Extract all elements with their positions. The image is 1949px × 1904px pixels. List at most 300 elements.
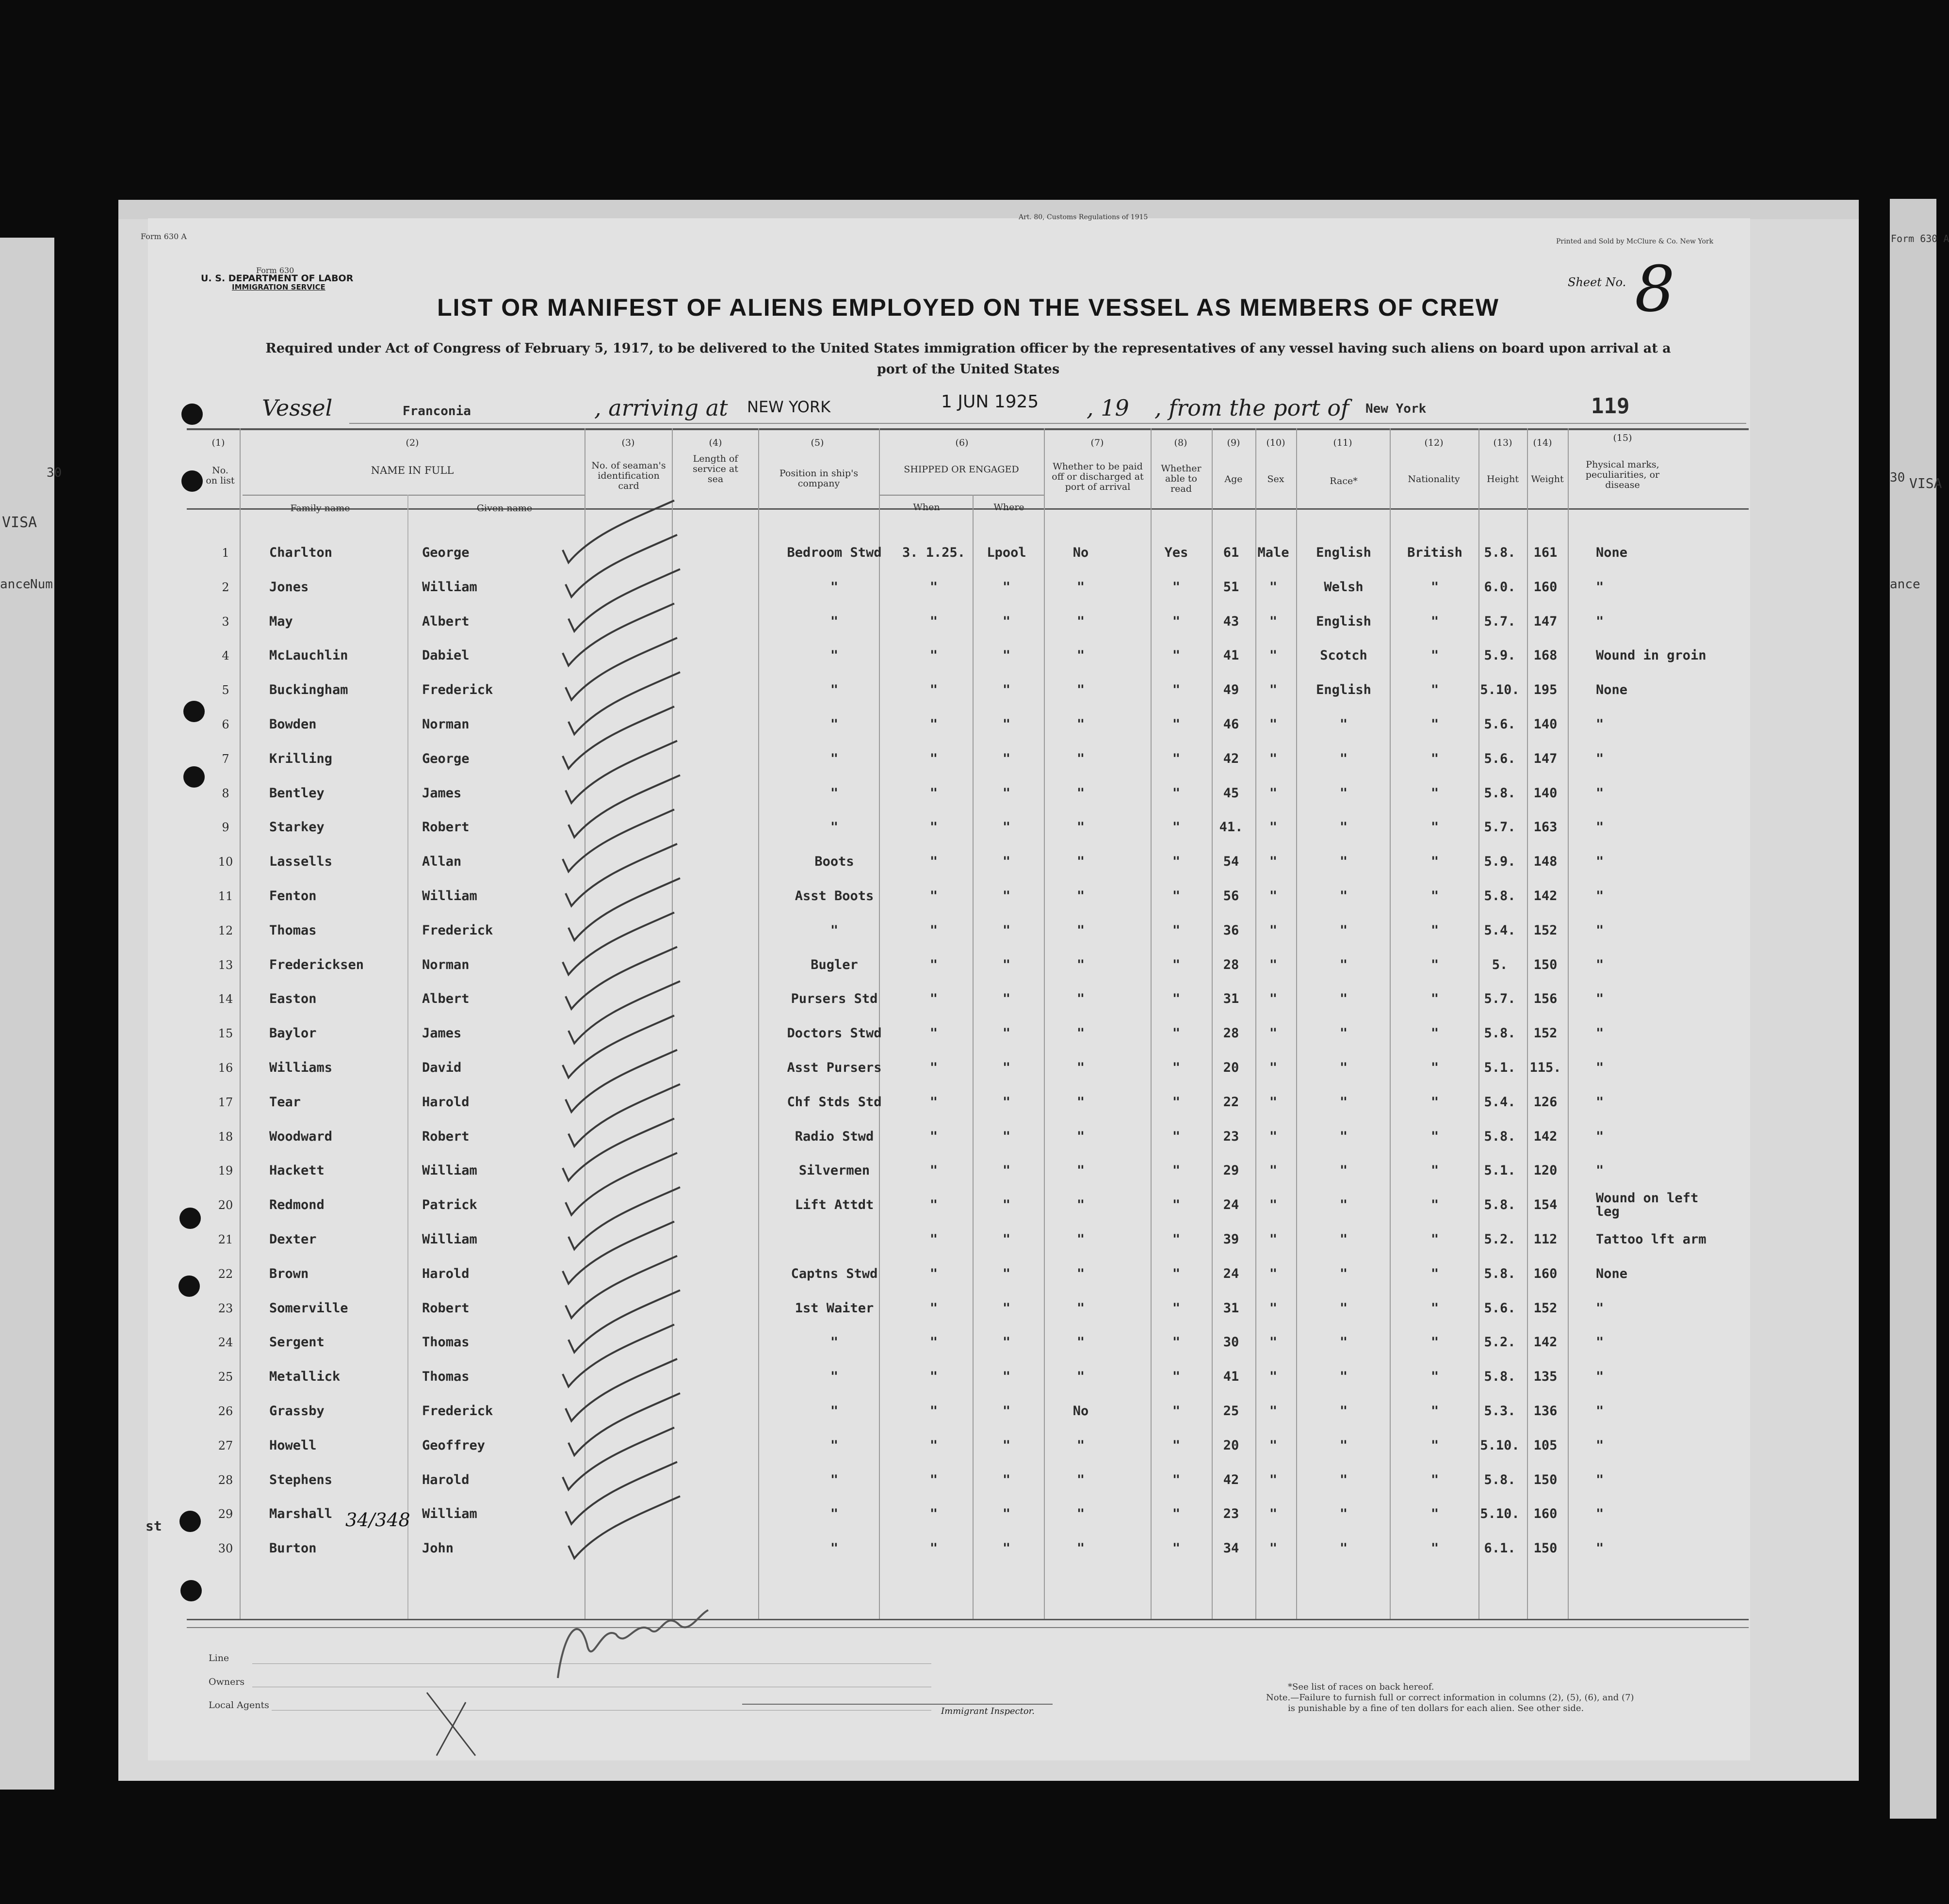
age-cell: 41: [1223, 648, 1239, 663]
physical-marks-cell: ": [1596, 1506, 1604, 1521]
height-cell: 5.6.: [1484, 717, 1516, 732]
shipped-where-cell: ": [1002, 1472, 1011, 1487]
race-cell: ": [1339, 991, 1348, 1006]
weight-cell: 160: [1533, 1266, 1558, 1281]
height-cell: 5.10.: [1480, 682, 1520, 697]
race-cell: ": [1339, 1541, 1348, 1556]
printer-label: Printed and Sold by McClure & Co. New York: [1556, 238, 1714, 245]
height-cell: 5.8.: [1484, 1266, 1516, 1281]
able-to-read-cell: ": [1172, 682, 1181, 697]
shipped-when-cell: ": [929, 682, 938, 697]
sex-cell: ": [1269, 1129, 1278, 1144]
col3-number: (3): [621, 437, 635, 448]
height-cell: 5.8.: [1484, 888, 1516, 904]
height-cell: 5.7.: [1484, 614, 1516, 629]
row-number: 28: [218, 1473, 233, 1487]
height-cell: 5.4.: [1484, 1095, 1516, 1110]
age-cell: 42: [1223, 751, 1239, 766]
family-name-cell: Williams: [269, 1060, 333, 1075]
shipped-when-cell: ": [929, 580, 938, 595]
paid-off-cell: No: [1072, 1404, 1089, 1419]
family-name-cell: Starkey: [269, 820, 325, 835]
sex-cell: ": [1269, 1301, 1278, 1316]
nationality-cell: British: [1407, 545, 1462, 560]
age-cell: 42: [1223, 1472, 1239, 1487]
position-cell: Captns Stwd: [791, 1266, 878, 1281]
shipped-when-cell: 3. 1.25.: [902, 545, 966, 560]
height-cell: 5.4.: [1484, 923, 1516, 938]
weight-cell: 105: [1533, 1438, 1558, 1453]
position-cell: ": [830, 614, 839, 629]
height-cell: 5.9.: [1484, 854, 1516, 869]
paid-off-cell: ": [1076, 854, 1085, 869]
given-name-cell: William: [422, 888, 477, 904]
able-to-read-cell: ": [1172, 957, 1181, 972]
age-cell: 22: [1223, 1095, 1239, 1110]
physical-marks-cell: Wound on left leg: [1596, 1191, 1699, 1219]
age-cell: 46: [1223, 717, 1239, 732]
nationality-cell: ": [1430, 1026, 1439, 1041]
race-cell: English: [1316, 682, 1371, 697]
able-to-read-cell: ": [1172, 888, 1181, 904]
shipped-where-cell: ": [1002, 1129, 1011, 1144]
physical-marks-cell: ": [1596, 786, 1604, 801]
shipped-where-cell: ": [1002, 820, 1011, 835]
paid-off-cell: ": [1076, 1506, 1085, 1521]
position-cell: ": [830, 786, 839, 801]
physical-marks-cell: ": [1596, 1163, 1604, 1178]
shipped-where-cell: ": [1002, 1438, 1011, 1453]
race-cell: ": [1339, 1129, 1348, 1144]
paid-off-cell: ": [1076, 614, 1085, 629]
row-number: 4: [222, 649, 229, 662]
shipped-when-cell: ": [929, 614, 938, 629]
paid-off-cell: ": [1076, 888, 1085, 904]
nationality-cell: ": [1430, 991, 1439, 1006]
race-cell: ": [1339, 1060, 1348, 1075]
col7-header: Whether to be paid off or discharged at port of arrival: [1052, 461, 1144, 492]
given-name-cell: Norman: [422, 957, 470, 972]
row-number: 6: [222, 718, 229, 731]
inspector-label: Immigrant Inspector.: [941, 1706, 1035, 1716]
height-cell: 5.: [1492, 957, 1508, 972]
shipped-when-cell: ": [929, 1301, 938, 1316]
shipped-where-cell: ": [1002, 854, 1011, 869]
shipped-where-cell: ": [1002, 1301, 1011, 1316]
height-cell: 5.8.: [1484, 1026, 1516, 1041]
shipped-where-cell: ": [1002, 1335, 1011, 1350]
age-cell: 20: [1223, 1438, 1239, 1453]
col2-family-header: Family name: [290, 503, 350, 514]
physical-marks-cell: ": [1596, 820, 1604, 835]
col6-header: SHIPPED OR ENGAGED: [904, 464, 1019, 475]
given-name-cell: Frederick: [422, 923, 493, 938]
paid-off-cell: ": [1076, 580, 1085, 595]
nationality-cell: ": [1430, 614, 1439, 629]
shipped-where-cell: ": [1002, 580, 1011, 595]
paid-off-cell: ": [1076, 1541, 1085, 1556]
row-number: 14: [218, 992, 233, 1006]
age-cell: 31: [1223, 991, 1239, 1006]
weight-cell: 152: [1533, 1026, 1558, 1041]
given-name-cell: Frederick: [422, 1404, 493, 1419]
height-cell: 5.2.: [1484, 1232, 1516, 1247]
weight-cell: 147: [1533, 614, 1558, 629]
physical-marks-cell: ": [1596, 957, 1604, 972]
age-cell: 23: [1223, 1129, 1239, 1144]
sex-cell: ": [1269, 1095, 1278, 1110]
footer-owners-label: Owners: [209, 1677, 245, 1687]
race-cell: ": [1339, 1095, 1348, 1110]
physical-marks-cell: ": [1596, 1335, 1604, 1350]
family-name-cell: Krilling: [269, 751, 333, 766]
nationality-cell: ": [1430, 1129, 1439, 1144]
given-name-cell: Dabiel: [422, 648, 470, 663]
row-number: 8: [222, 787, 229, 800]
race-cell: ": [1339, 1163, 1348, 1178]
paid-off-cell: ": [1076, 1026, 1085, 1041]
race-cell: ": [1339, 1335, 1348, 1350]
race-cell: ": [1339, 923, 1348, 938]
physical-marks-cell: None: [1596, 682, 1628, 697]
shipped-when-cell: ": [929, 1163, 938, 1178]
race-cell: ": [1339, 1404, 1348, 1419]
age-cell: 29: [1223, 1163, 1239, 1178]
paid-off-cell: ": [1076, 1266, 1085, 1281]
row-number: 26: [218, 1404, 233, 1418]
given-name-cell: Norman: [422, 717, 470, 732]
sex-cell: ": [1269, 1335, 1278, 1350]
family-name-cell: Stephens: [269, 1472, 333, 1487]
col10-header: Sex: [1267, 474, 1284, 484]
family-name-cell: Hackett: [269, 1163, 325, 1178]
row-number: 20: [218, 1198, 233, 1212]
nationality-cell: ": [1430, 1060, 1439, 1075]
able-to-read-cell: ": [1172, 1129, 1181, 1144]
position-cell: Chf Stds Std: [787, 1095, 882, 1110]
height-cell: 5.6.: [1484, 1301, 1516, 1316]
sex-cell: ": [1269, 1506, 1278, 1521]
race-cell: ": [1339, 1026, 1348, 1041]
age-cell: 43: [1223, 614, 1239, 629]
age-cell: 41: [1223, 1369, 1239, 1384]
physical-marks-cell: ": [1596, 1541, 1604, 1556]
shipped-when-cell: ": [929, 1438, 938, 1453]
given-name-cell: Albert: [422, 614, 470, 629]
shipped-when-cell: ": [929, 991, 938, 1006]
penalty-note-line-2: is punishable by a fine of ten dollars for each alien. See other side.: [1288, 1703, 1584, 1713]
age-cell: 51: [1223, 580, 1239, 595]
weight-cell: 142: [1533, 888, 1558, 904]
date-stamp: 1 JUN 1925: [941, 392, 1039, 412]
nationality-cell: ": [1430, 1369, 1439, 1384]
physical-marks-cell: ": [1596, 1404, 1604, 1419]
sex-cell: ": [1269, 1197, 1278, 1212]
nationality-cell: ": [1430, 682, 1439, 697]
col9-number: (9): [1227, 437, 1240, 448]
position-cell: ": [830, 1404, 839, 1419]
weight-cell: 152: [1533, 923, 1558, 938]
binder-hole: [181, 470, 203, 492]
right-ance-label: ance: [1890, 577, 1920, 592]
sheet-no-label: Sheet No.: [1568, 275, 1626, 289]
col6-when-header: When: [913, 502, 940, 513]
able-to-read-cell: ": [1172, 820, 1181, 835]
shipped-where-cell: ": [1002, 1369, 1011, 1384]
family-name-cell: Baylor: [269, 1026, 317, 1041]
race-cell: ": [1339, 820, 1348, 835]
row-number: 24: [218, 1336, 233, 1349]
position-cell: Pursers Std: [791, 991, 878, 1006]
physical-marks-cell: ": [1596, 614, 1604, 629]
position-cell: Bedroom Stwd: [787, 545, 882, 560]
paid-off-cell: ": [1076, 786, 1085, 801]
nationality-cell: ": [1430, 957, 1439, 972]
col8-number: (8): [1174, 437, 1187, 448]
nationality-cell: ": [1430, 1197, 1439, 1212]
paid-off-cell: ": [1076, 682, 1085, 697]
sheet-number: 8: [1635, 252, 1675, 326]
sex-cell: ": [1269, 580, 1278, 595]
col6-where-header: Where: [993, 502, 1024, 513]
able-to-read-cell: ": [1172, 1369, 1181, 1384]
given-name-cell: William: [422, 1163, 477, 1178]
physical-marks-cell: ": [1596, 1095, 1604, 1110]
physical-marks-cell: ": [1596, 888, 1604, 904]
shipped-when-cell: ": [929, 1369, 938, 1384]
age-cell: 20: [1223, 1060, 1239, 1075]
paid-off-cell: ": [1076, 957, 1085, 972]
paid-off-cell: ": [1076, 1438, 1085, 1453]
physical-marks-cell: ": [1596, 1129, 1604, 1144]
weight-cell: 142: [1533, 1335, 1558, 1350]
paid-off-cell: ": [1076, 1163, 1085, 1178]
row-number: 1: [222, 546, 229, 560]
race-cell: Welsh: [1324, 580, 1364, 595]
row-number: 16: [218, 1061, 233, 1075]
binder-hole: [180, 1580, 202, 1601]
x-mark: [417, 1683, 485, 1760]
row-number: 30: [218, 1542, 233, 1555]
subtitle-line-2: port of the United States: [877, 362, 1060, 377]
row-number: 25: [218, 1370, 233, 1384]
given-name-cell: Frederick: [422, 682, 493, 697]
weight-cell: 148: [1533, 854, 1558, 869]
sheet-top-edge: [118, 200, 1859, 219]
given-name-cell: George: [422, 545, 470, 560]
race-cell: ": [1339, 957, 1348, 972]
given-name-cell: Robert: [422, 1301, 470, 1316]
height-cell: 5.8.: [1484, 1129, 1516, 1144]
family-name-cell: Buckingham: [269, 682, 348, 697]
weight-cell: 195: [1533, 682, 1558, 697]
col2-number: (2): [406, 437, 419, 448]
family-name-cell: Brown: [269, 1266, 309, 1281]
col8-header: Whether able to read: [1161, 463, 1202, 494]
left-30-label: 30: [47, 466, 62, 480]
col3-header: No. of seaman's identification card: [591, 460, 666, 491]
department-label: U. S. DEPARTMENT OF LABOR: [201, 273, 354, 284]
row-number: 18: [218, 1130, 233, 1144]
able-to-read-cell: ": [1172, 1232, 1181, 1247]
regulation-fragment: Art. 80, Customs Regulations of 1915: [1019, 213, 1148, 221]
inspector-signature: [543, 1581, 718, 1707]
races-note: *See list of races on back hereof.: [1288, 1682, 1434, 1692]
weight-cell: 150: [1533, 957, 1558, 972]
weight-cell: 154: [1533, 1197, 1558, 1212]
shipped-when-cell: ": [929, 1232, 938, 1247]
shipped-where-cell: ": [1002, 1266, 1011, 1281]
shipped-where-cell: ": [1002, 786, 1011, 801]
shipped-where-cell: ": [1002, 717, 1011, 732]
position-cell: Silvermen: [798, 1163, 870, 1178]
sex-cell: ": [1269, 854, 1278, 869]
shipped-when-cell: ": [929, 1266, 938, 1281]
subtitle-line-1: Required under Act of Congress of February 5, 1917, to be delivered to the United States immigration officer by the representatives of any vessel having such aliens on board upon arrival at a: [265, 341, 1671, 356]
race-cell: ": [1339, 717, 1348, 732]
shipped-when-cell: ": [929, 1026, 938, 1041]
marshall-handwritten-note: 34/348: [345, 1509, 410, 1531]
col14-header: Weight: [1531, 474, 1564, 484]
given-name-cell: David: [422, 1060, 462, 1075]
sex-cell: ": [1269, 820, 1278, 835]
age-cell: 54: [1223, 854, 1239, 869]
weight-cell: 160: [1533, 580, 1558, 595]
nationality-cell: ": [1430, 1404, 1439, 1419]
able-to-read-cell: ": [1172, 854, 1181, 869]
shipped-where-cell: ": [1002, 1506, 1011, 1521]
nationality-cell: ": [1430, 1163, 1439, 1178]
family-name-cell: McLauchlin: [269, 648, 348, 663]
family-name-cell: Fenton: [269, 888, 317, 904]
able-to-read-cell: ": [1172, 1506, 1181, 1521]
paid-off-cell: ": [1076, 751, 1085, 766]
shipped-when-cell: ": [929, 820, 938, 835]
given-name-cell: James: [422, 786, 462, 801]
row-number: 27: [218, 1439, 233, 1452]
weight-cell: 126: [1533, 1095, 1558, 1110]
position-cell: Asst Pursers: [787, 1060, 882, 1075]
row-number: 21: [218, 1233, 233, 1246]
arriving-port: NEW YORK: [747, 398, 831, 416]
physical-marks-cell: ": [1596, 717, 1604, 732]
row-number: 23: [218, 1302, 233, 1315]
paid-off-cell: ": [1076, 1232, 1085, 1247]
shipped-where-cell: ": [1002, 1404, 1011, 1419]
height-cell: 5.2.: [1484, 1335, 1516, 1350]
nationality-cell: ": [1430, 1438, 1439, 1453]
able-to-read-cell: ": [1172, 580, 1181, 595]
position-cell: ": [830, 580, 839, 595]
weight-cell: 142: [1533, 1129, 1558, 1144]
physical-marks-cell: ": [1596, 580, 1604, 595]
position-cell: ": [830, 648, 839, 663]
shipped-where-cell: ": [1002, 1026, 1011, 1041]
penalty-note-line-1: Note.—Failure to furnish full or correct information in columns (2), (5), (6), and (7): [1266, 1693, 1634, 1703]
able-to-read-cell: ": [1172, 614, 1181, 629]
position-cell: ": [830, 1369, 839, 1384]
paid-off-cell: ": [1076, 1060, 1085, 1075]
able-to-read-cell: ": [1172, 1541, 1181, 1556]
col15-header: Physical marks, peculiarities, or disease: [1585, 459, 1660, 490]
given-name-cell: James: [422, 1026, 462, 1041]
position-cell: Asst Boots: [795, 888, 874, 904]
physical-marks-cell: ": [1596, 1026, 1604, 1041]
position-cell: ": [830, 1335, 839, 1350]
able-to-read-cell: ": [1172, 751, 1181, 766]
family-name-cell: Charlton: [269, 545, 333, 560]
sex-cell: ": [1269, 648, 1278, 663]
paid-off-cell: ": [1076, 1369, 1085, 1384]
given-name-cell: Harold: [422, 1266, 470, 1281]
weight-cell: 150: [1533, 1472, 1558, 1487]
vessel-label: Vessel: [262, 395, 333, 421]
weight-cell: 163: [1533, 820, 1558, 835]
position-cell: ": [830, 682, 839, 697]
sex-cell: ": [1269, 991, 1278, 1006]
weight-cell: 115.: [1529, 1060, 1561, 1075]
given-name-cell: William: [422, 580, 477, 595]
sex-cell: ": [1269, 717, 1278, 732]
age-cell: 45: [1223, 786, 1239, 801]
paid-off-cell: ": [1076, 1472, 1085, 1487]
height-cell: 5.1.: [1484, 1060, 1516, 1075]
age-cell: 30: [1223, 1335, 1239, 1350]
year-label: , 19: [1087, 395, 1129, 421]
sex-cell: ": [1269, 682, 1278, 697]
col2-given-header: Given name: [476, 503, 533, 514]
given-name-cell: Albert: [422, 991, 470, 1006]
family-name-cell: Tear: [269, 1095, 301, 1110]
position-cell: Bugler: [811, 957, 858, 972]
position-cell: ": [830, 1472, 839, 1487]
row-number: 7: [222, 752, 229, 766]
shipped-where-cell: Lpool: [987, 545, 1026, 560]
paid-off-cell: ": [1076, 717, 1085, 732]
given-name-cell: William: [422, 1506, 477, 1521]
sex-cell: ": [1269, 614, 1278, 629]
family-name-cell: Somerville: [269, 1301, 348, 1316]
age-cell: 36: [1223, 923, 1239, 938]
family-name-cell: Howell: [269, 1438, 317, 1453]
physical-marks-cell: None: [1596, 1266, 1628, 1281]
row-number: 2: [222, 581, 229, 594]
height-cell: 5.8.: [1484, 545, 1516, 560]
race-cell: ": [1339, 1232, 1348, 1247]
nationality-cell: ": [1430, 1335, 1439, 1350]
position-cell: ": [830, 1541, 839, 1556]
position-cell: ": [830, 1438, 839, 1453]
able-to-read-cell: ": [1172, 991, 1181, 1006]
able-to-read-cell: ": [1172, 1438, 1181, 1453]
shipped-where-cell: ": [1002, 648, 1011, 663]
able-to-read-cell: ": [1172, 648, 1181, 663]
height-cell: 5.1.: [1484, 1163, 1516, 1178]
age-cell: 39: [1223, 1232, 1239, 1247]
family-name-cell: Woodward: [269, 1129, 333, 1144]
shipped-where-cell: ": [1002, 682, 1011, 697]
height-cell: 5.6.: [1484, 751, 1516, 766]
row-number: 12: [218, 924, 233, 937]
physical-marks-cell: ": [1596, 751, 1604, 766]
nationality-cell: ": [1430, 1301, 1439, 1316]
shipped-when-cell: ": [929, 1095, 938, 1110]
col2-header: NAME IN FULL: [371, 465, 454, 476]
sex-cell: ": [1269, 1541, 1278, 1556]
shipped-where-cell: ": [1002, 1163, 1011, 1178]
weight-cell: 161: [1533, 545, 1558, 560]
sex-cell: ": [1269, 1369, 1278, 1384]
